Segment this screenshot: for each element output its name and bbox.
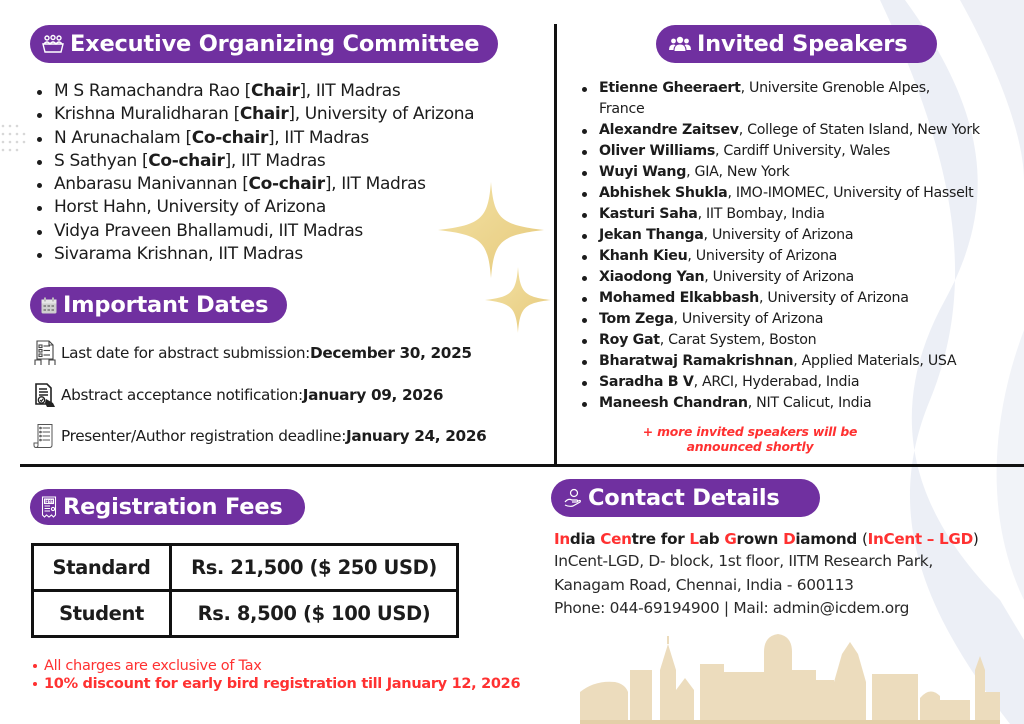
note-line-1: + more invited speakers will be <box>642 424 858 439</box>
org-name-part: Cen <box>600 530 632 548</box>
svg-text:FEE: FEE <box>45 498 53 504</box>
fee-amount: Rs. 21,500 ($ 250 USD) <box>171 545 458 591</box>
committee-icon <box>42 34 64 54</box>
more-speakers-note <box>580 424 920 454</box>
org-name-part: G <box>724 530 737 548</box>
speaker-item: Mohamed Elkabbash, University of Arizona <box>577 288 1017 309</box>
speaker-item: Etienne Gheeraert, Universite Grenoble Alpes, France <box>577 78 1017 120</box>
committee-member: M S Ramachandra Rao [Chair], IIT Madras <box>32 80 532 103</box>
org-name-part: dia <box>569 530 601 548</box>
paren-open: ( <box>861 530 868 548</box>
committee-heading <box>30 25 498 63</box>
speaker-item: Tom Zega, University of Arizona <box>577 309 1017 330</box>
fee-receipt-icon <box>41 496 57 518</box>
date-value: January 09, 2026 <box>302 386 444 404</box>
vertical-divider <box>554 24 557 466</box>
org-name-part: In <box>554 530 570 548</box>
horizontal-divider <box>20 464 1024 467</box>
contact-hand-icon <box>564 488 582 508</box>
date-value: January 24, 2026 <box>346 427 487 445</box>
speakers-title: Invited Speakers <box>697 31 908 57</box>
committee-member: Sivarama Krishnan, IIT Madras <box>32 243 532 266</box>
committee-member: Vidya Praveen Bhallamudi, IIT Madras <box>32 220 532 243</box>
speaker-item: Bharatwaj Ramakrishnan, Applied Materials, USA <box>577 351 1017 372</box>
committee-member: Anbarasu Manivannan [Co-chair], IIT Madras <box>32 173 532 196</box>
org-name-part: tre for <box>631 530 690 548</box>
tax-note: All charges are exclusive of Tax <box>31 657 520 675</box>
speaker-item: Kasturi Saha, IIT Bombay, India <box>577 204 1017 225</box>
date-row-registration-deadline <box>33 423 486 449</box>
committee-member: S Sathyan [Co-chair], IIT Madras <box>32 150 532 173</box>
early-bird-note: 10% discount for early bird registration till January 12, 2026 <box>31 675 520 693</box>
speaker-item: Saradha B V, ARCI, Hyderabad, India <box>577 372 1017 393</box>
speaker-item: Xiaodong Yan, University of Arizona <box>577 267 1017 288</box>
date-row-acceptance <box>33 382 443 408</box>
paren-close: ) <box>972 530 979 548</box>
address-line-2: Kanagam Road, Chennai, India - 600113 <box>554 575 854 594</box>
fees-row-standard <box>33 545 458 591</box>
city-skyline-decoration <box>580 630 1000 724</box>
sparkle-small-decoration <box>483 265 553 335</box>
dot-grid-decoration <box>0 123 30 163</box>
speaker-item: Oliver Williams, Cardiff University, Wales <box>577 141 1017 162</box>
speakers-list <box>577 78 1017 414</box>
committee-title: Executive Organizing Committee <box>70 31 480 57</box>
org-name-part: L <box>689 530 699 548</box>
org-name-part: ab <box>698 530 725 548</box>
dates-heading <box>30 287 287 323</box>
dates-title: Important Dates <box>63 292 269 318</box>
note-line-2: announced shortly <box>686 439 814 454</box>
speaker-item: Maneesh Chandran, NIT Calicut, India <box>577 393 1017 414</box>
committee-member: Krishna Muralidharan [Chair], University of Arizona <box>32 103 532 126</box>
checklist-icon <box>33 423 57 449</box>
committee-member: N Arunachalam [Co-chair], IIT Madras <box>32 127 532 150</box>
speaker-item: Khanh Kieu, University of Arizona <box>577 246 1017 267</box>
committee-list <box>32 80 532 266</box>
fees-table <box>31 543 459 638</box>
phone-mail: Phone: 044-69194900 | Mail: admin@icdem.org <box>554 599 910 617</box>
speaker-item: Jekan Thanga, University of Arizona <box>577 225 1017 246</box>
date-value: December 30, 2025 <box>309 344 472 362</box>
speaker-item: Abhishek Shukla, IMO-IMOMEC, University of Hasselt <box>577 183 1017 204</box>
org-name-part: rown <box>736 530 784 548</box>
contact-block <box>554 528 979 621</box>
contact-heading <box>551 479 820 517</box>
date-label: Last date for abstract submission: <box>61 344 310 362</box>
approved-document-icon <box>33 382 57 408</box>
organization-name <box>554 528 979 550</box>
fees-row-student <box>33 591 458 637</box>
address-line-1: InCent-LGD, D- block, 1st floor, IITM Research Park, <box>554 552 933 570</box>
people-group-icon <box>669 36 691 52</box>
date-label: Presenter/Author registration deadline: <box>61 427 347 445</box>
contact-title: Contact Details <box>588 485 780 511</box>
fee-category: Standard <box>33 545 171 591</box>
date-row-abstract-submission <box>33 340 472 366</box>
form-document-icon <box>33 340 57 366</box>
fee-category: Student <box>33 591 171 637</box>
org-name-part: iamond <box>795 530 862 548</box>
fees-title: Registration Fees <box>63 494 283 520</box>
speaker-item: Wuyi Wang, GIA, New York <box>577 162 1017 183</box>
speaker-item: Roy Gat, Carat System, Boston <box>577 330 1017 351</box>
committee-member: Horst Hahn, University of Arizona <box>32 196 532 219</box>
calendar-icon <box>41 297 57 314</box>
fee-notes <box>31 657 520 693</box>
fees-heading <box>30 489 305 525</box>
fee-amount: Rs. 8,500 ($ 100 USD) <box>171 591 458 637</box>
org-abbreviation: InCent – LGD <box>867 530 973 548</box>
speaker-item: Alexandre Zaitsev, College of Staten Island, New York <box>577 120 1017 141</box>
org-name-part: D <box>783 530 796 548</box>
speakers-heading <box>656 25 937 63</box>
date-label: Abstract acceptance notification: <box>61 386 303 404</box>
